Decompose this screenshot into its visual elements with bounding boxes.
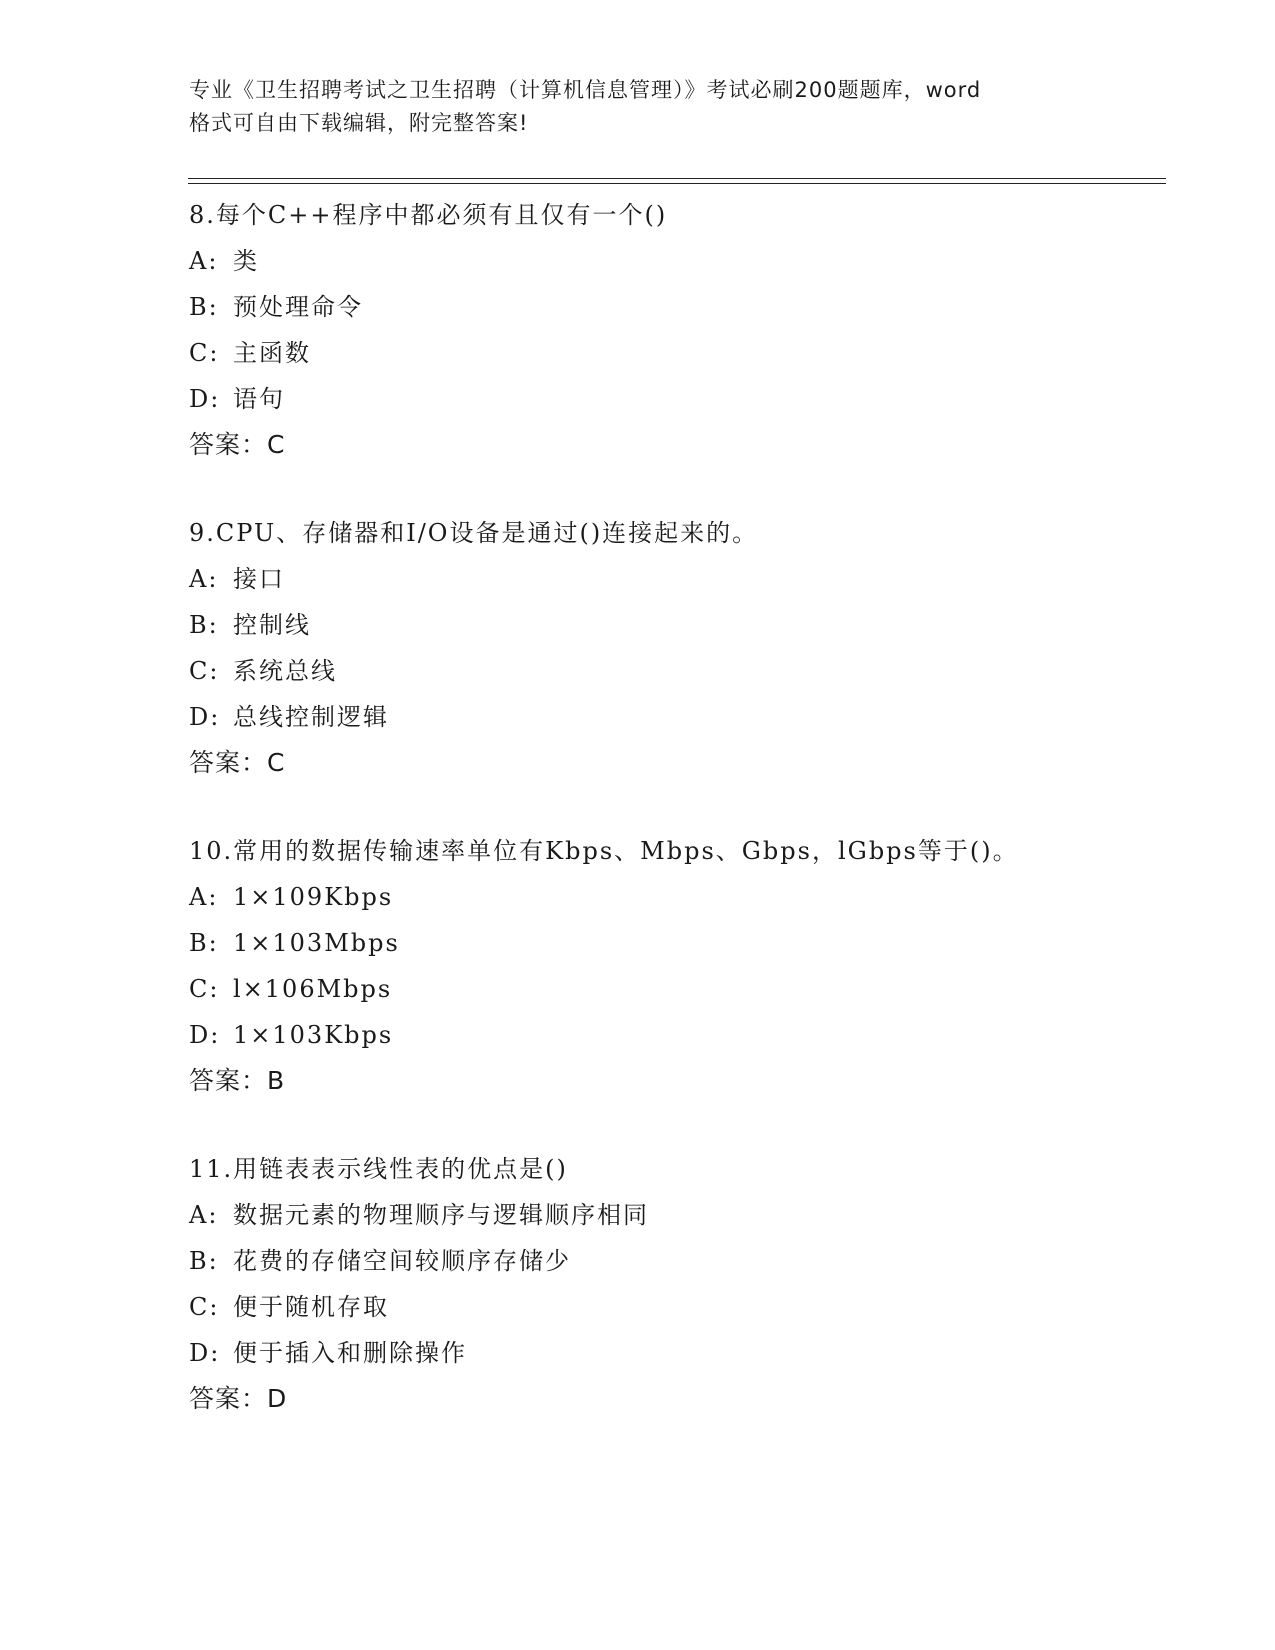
- option-text: 1×109Kbps: [233, 883, 394, 911]
- document-header: [189, 74, 1089, 140]
- question-text: 8.每个C++程序中都必须有且仅有一个(): [189, 201, 668, 229]
- answer-line: 答案：C: [189, 430, 286, 459]
- header-divider-top: [188, 178, 1166, 179]
- question-text: 10.常用的数据传输速率单位有Kbps、Mbps、Gbps，lGbps等于()。: [189, 837, 1019, 865]
- option-b: [189, 1238, 1149, 1284]
- option-text: 接口: [233, 565, 285, 593]
- question-text: 11.用链表表示线性表的优点是(): [189, 1155, 568, 1183]
- option-letter: A:: [189, 1201, 219, 1229]
- option-letter: A:: [189, 883, 219, 911]
- option-d: [189, 1330, 1149, 1376]
- option-text: 语句: [233, 385, 285, 413]
- option-a: [189, 556, 1149, 602]
- option-letter: C:: [189, 1293, 220, 1321]
- option-letter: C:: [189, 657, 220, 685]
- option-text: 控制线: [233, 611, 311, 639]
- option-b: [189, 920, 1149, 966]
- option-d: [189, 376, 1149, 422]
- question-list: [189, 192, 1149, 1464]
- option-letter: B:: [189, 293, 219, 321]
- option-letter: D:: [189, 1021, 221, 1049]
- option-a: [189, 238, 1149, 284]
- option-text: l×106Mbps: [233, 975, 393, 1003]
- question-block: [189, 828, 1149, 1104]
- option-letter: B:: [189, 1247, 219, 1275]
- answer-line: 答案：C: [189, 748, 286, 777]
- option-letter: A:: [189, 565, 219, 593]
- option-text: 类: [233, 247, 259, 275]
- option-text: 总线控制逻辑: [233, 703, 389, 731]
- option-c: [189, 330, 1149, 376]
- option-a: [189, 874, 1149, 920]
- option-letter: C:: [189, 975, 220, 1003]
- option-letter: A:: [189, 247, 219, 275]
- option-text: 1×103Mbps: [233, 929, 400, 957]
- option-b: [189, 284, 1149, 330]
- option-text: 便于插入和删除操作: [233, 1339, 467, 1367]
- answer-line: 答案：B: [189, 1066, 286, 1095]
- option-c: [189, 966, 1149, 1012]
- answer-line: 答案：D: [189, 1384, 288, 1413]
- option-letter: D:: [189, 703, 221, 731]
- option-text: 预处理命令: [233, 293, 363, 321]
- header-divider-bottom: [188, 183, 1166, 184]
- option-text: 主函数: [233, 339, 311, 367]
- option-c: [189, 1284, 1149, 1330]
- header-line-2: 格式可自由下载编辑，附完整答案!: [189, 111, 529, 135]
- option-b: [189, 602, 1149, 648]
- option-letter: B:: [189, 611, 219, 639]
- option-a: [189, 1192, 1149, 1238]
- option-d: [189, 694, 1149, 740]
- question-block: [189, 192, 1149, 468]
- option-letter: C:: [189, 339, 220, 367]
- option-text: 数据元素的物理顺序与逻辑顺序相同: [233, 1201, 649, 1229]
- option-d: [189, 1012, 1149, 1058]
- question-block: [189, 510, 1149, 786]
- option-letter: D:: [189, 385, 221, 413]
- option-letter: D:: [189, 1339, 221, 1367]
- option-text: 1×103Kbps: [233, 1021, 394, 1049]
- question-block: [189, 1146, 1149, 1422]
- question-text: 9.CPU、存储器和I/O设备是通过()连接起来的。: [189, 519, 759, 547]
- option-text: 花费的存储空间较顺序存储少: [233, 1247, 571, 1275]
- option-text: 便于随机存取: [233, 1293, 389, 1321]
- option-c: [189, 648, 1149, 694]
- header-line-1: 专业《卫生招聘考试之卫生招聘（计算机信息管理）》考试必刷200题题库，word: [189, 78, 982, 102]
- option-letter: B:: [189, 929, 219, 957]
- option-text: 系统总线: [233, 657, 337, 685]
